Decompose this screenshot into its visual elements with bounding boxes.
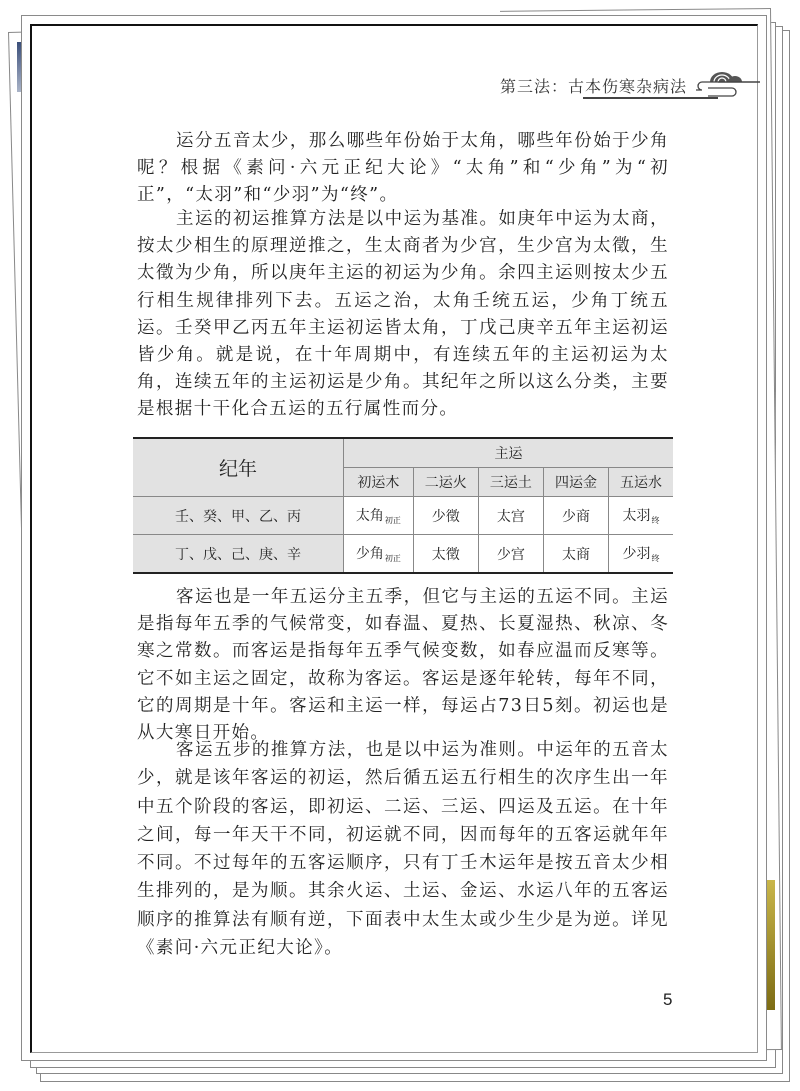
cell-text: 太角 [355,508,384,524]
row-label: 壬、癸、甲、乙、丙 [133,497,344,535]
paragraph-4-text: 客运五步的推算方法，也是以中运为准则。中运年的五音太少，就是该年客运的初运，然后循五运五行相生的次序生出一年中五个阶段的客运，即初运、二运、三运、四运及五运。在十年之间，每一年天干不同，初运就不同，因而每年的五客运就年年不同。不过每年的五客运顺序，只有丁壬木运年是按五音太少相生排列的，是为顺。其余火运、土运、金运、水运八年的五客运顺序的推算法有顺有逆，下面表中太生太或少生少是为逆。详见《素问·六元正纪大论》。 [137,740,669,959]
running-head: 第三法：古本伤寒杂病法 [500,77,688,96]
page-number: 5 [663,990,673,1009]
table-cell [344,535,414,574]
table-cell [344,497,414,535]
cell-text: 太羽 [622,508,651,524]
olive-edge-strip [767,880,775,1010]
subheader: 五运水 [609,468,673,497]
table-cell [609,535,673,574]
header-jinian: 纪年 [133,438,344,497]
table-cell: 少宫 [478,535,543,574]
table-row [133,497,673,535]
subheader: 三运土 [478,468,543,497]
paragraph-4 [137,736,669,962]
subheader: 初运木 [344,468,414,497]
subheader: 四运金 [543,468,608,497]
table-cell: 太商 [543,535,608,574]
row-label: 丁、戊、己、庚、辛 [133,535,344,574]
cell-note: 终 [651,516,660,525]
paragraph-1-text: 运分五音太少，那么哪些年份始于太角，哪些年份始于少角呢？根据《素问·六元正纪大论》“太角”和“少角”为“初正”，“太羽”和“少羽”为“终”。 [137,131,669,206]
paragraph-3 [137,584,669,747]
main-yun-table [133,437,673,574]
cloud-ornament-icon [688,66,760,102]
cell-text: 少羽 [622,546,651,562]
table-cell: 少徵 [413,497,478,535]
table-cell: 太宫 [478,497,543,535]
paragraph-3-text: 客运也是一年五运分主五季，但它与主运的五运不同。主运是指每年五季的气候常变，如春温、夏热、长夏湿热、秋凉、冬寒之常数。而客运是指每年五季气候变数，如春应温而反寒等。它不如主运之固定，故称为客运。客运是逐年轮转，每年不同，它的周期是十年。客运和主运一样，每运占73日5刻。初运也是从大寒日开始。 [137,587,669,744]
subheader: 二运火 [413,468,478,497]
table-cell [609,497,673,535]
cell-text: 少角 [355,546,384,562]
cell-note: 初正 [384,554,401,563]
table-cell: 少商 [543,497,608,535]
cell-note: 初正 [384,516,401,525]
header-zhuyun: 主运 [344,438,674,468]
paragraph-2-text: 主运的初运推算方法是以中运为基准。如庚年中运为太商，按太少相生的原理逆推之，生太商者为少宫，生少宫为太徵，生太徵为少角，所以庚年主运的初运为少角。余四主运则按太少五行相生规律排列下去。五运之治，太角壬统五运，少角丁统五运。壬癸甲乙丙五年主运初运皆太角，丁戊己庚辛五年主运初运皆少角。就是说，在十年周期中，有连续五年的主运初运为太角，连续五年的主运初运是少角。其纪年之所以这么分类，主要是根据十干化合五运的五行属性而分。 [137,209,669,420]
table-cell: 太徵 [413,535,478,574]
paragraph-2 [137,206,669,424]
paragraph-1 [137,128,669,210]
cell-note: 终 [651,554,660,563]
table-row [133,535,673,574]
